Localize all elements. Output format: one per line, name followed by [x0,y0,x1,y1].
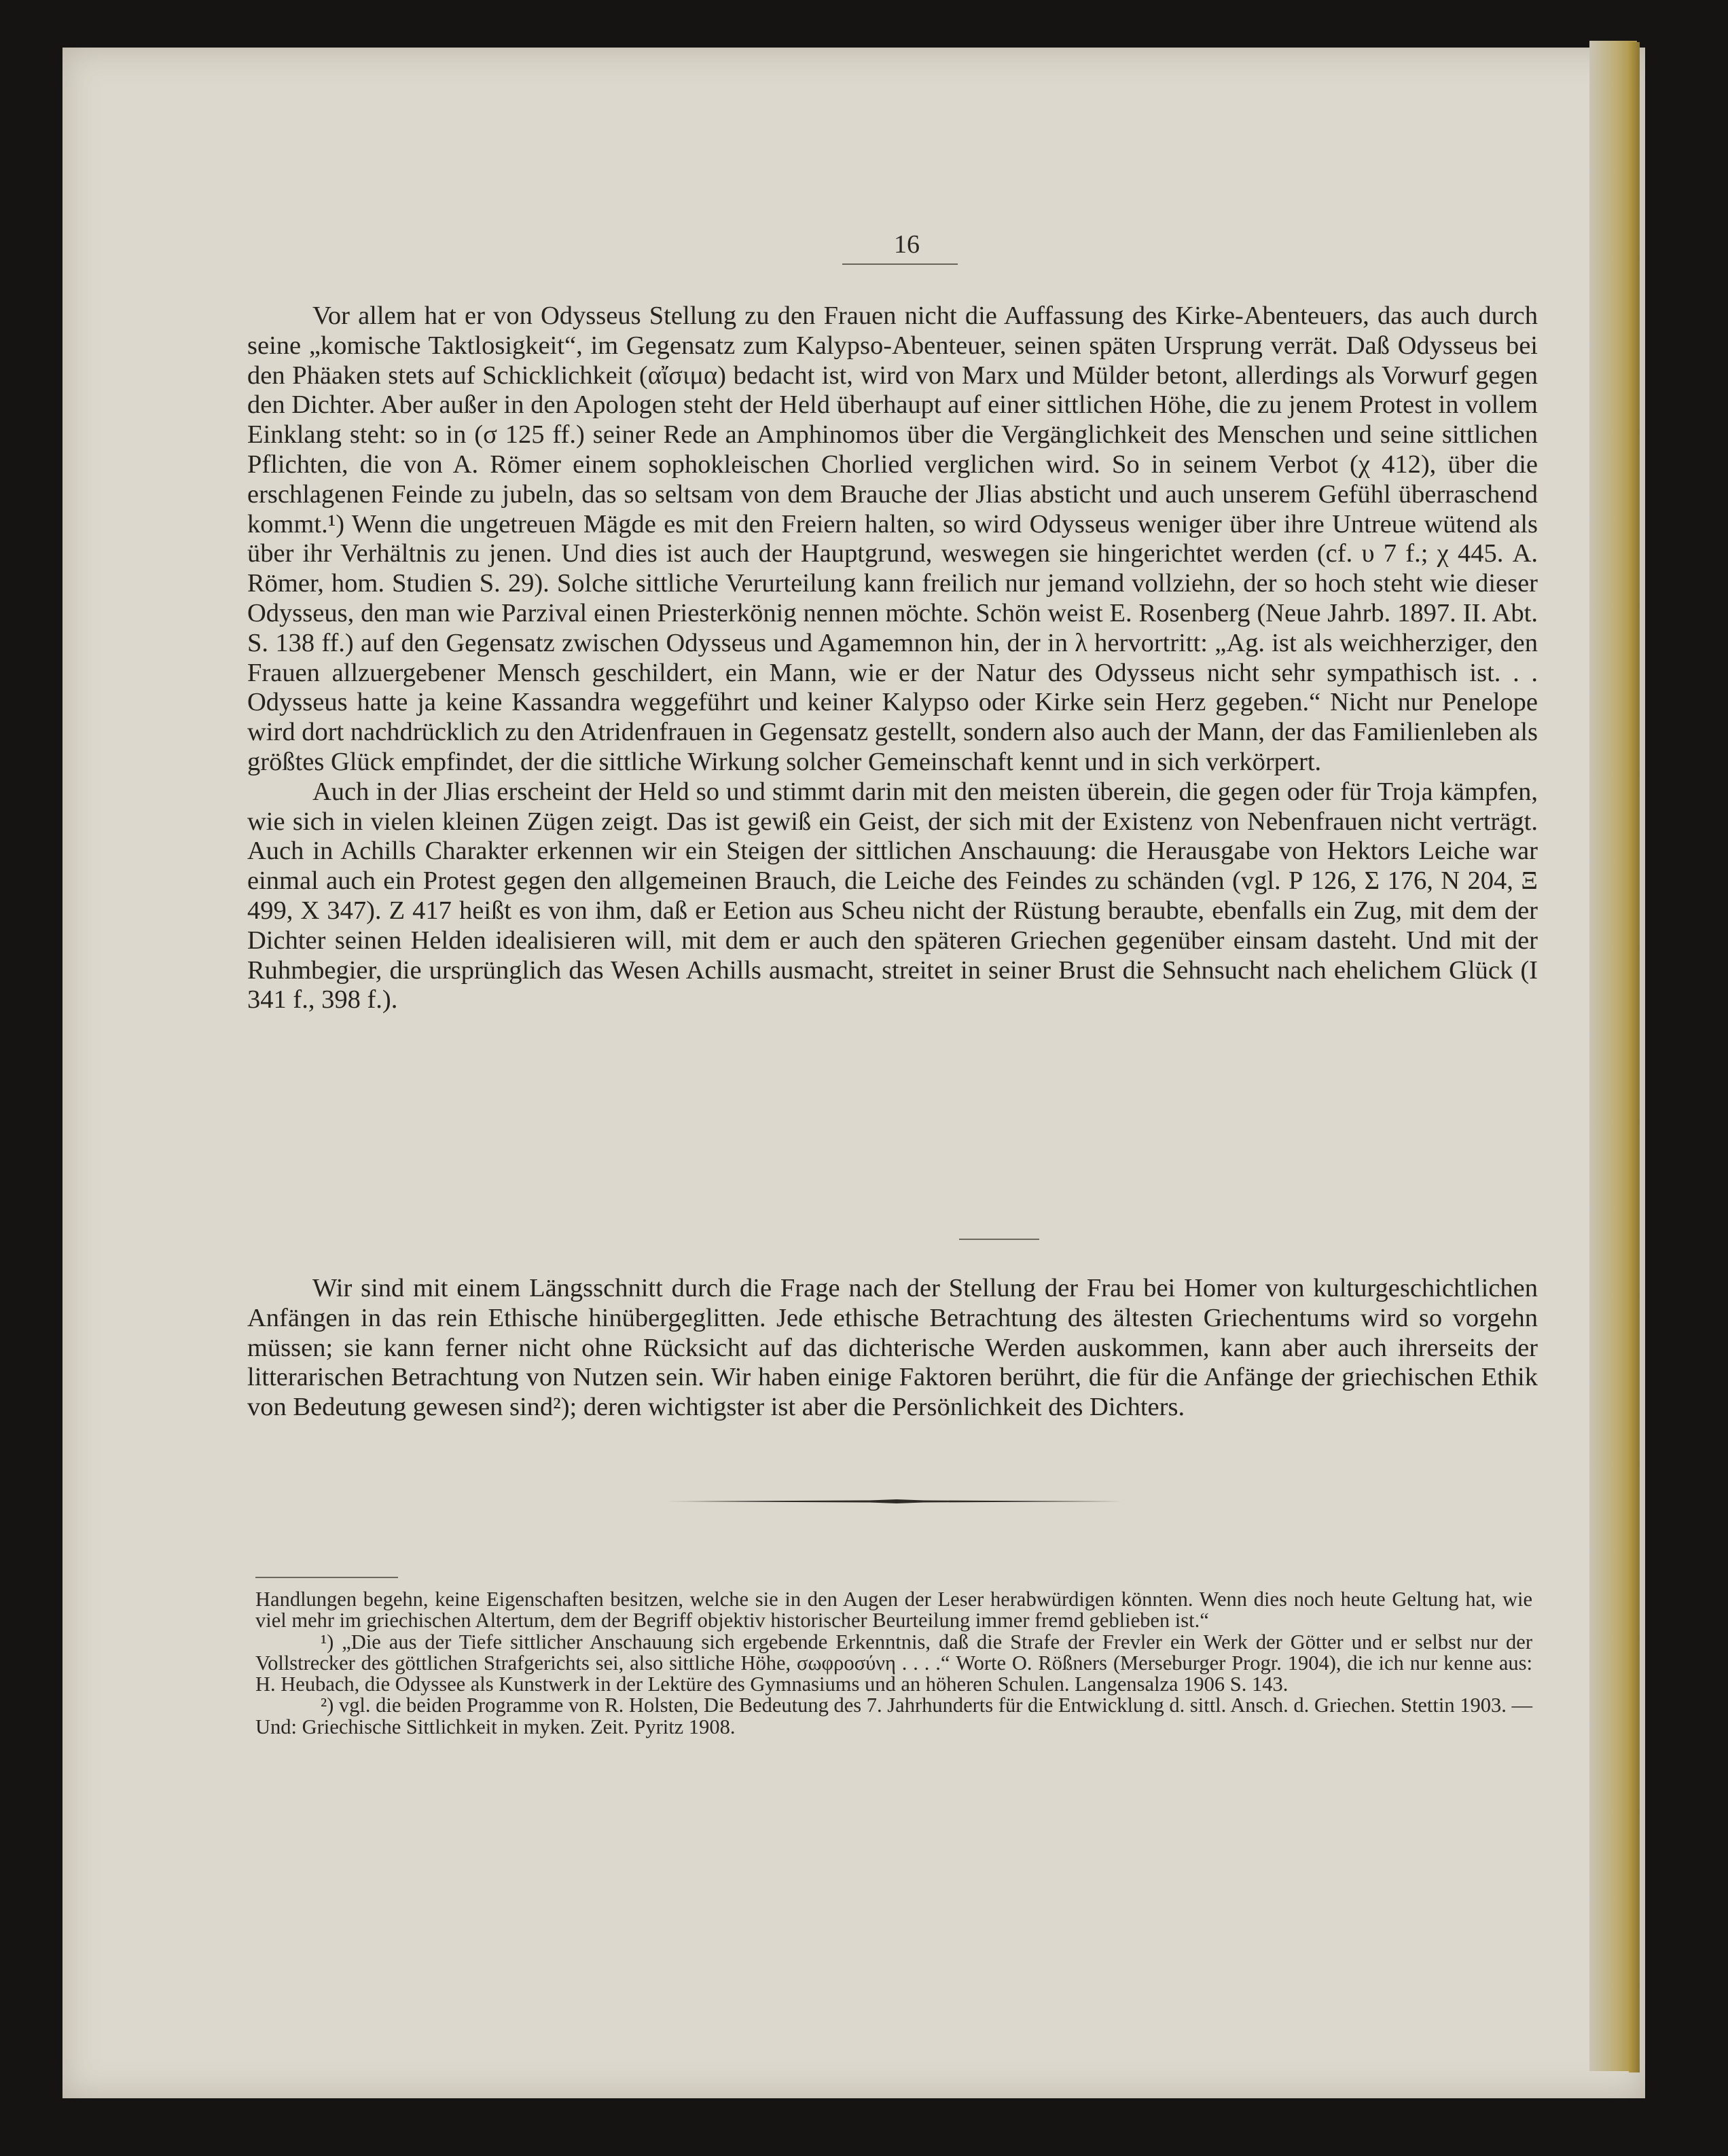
footnotes [255,1589,1532,1738]
section-divider [959,1239,1039,1240]
page-number: 16 [894,230,920,259]
footnote-1: ¹) „Die aus der Tiefe sittlicher Anschauung sich ergebende Erkenntnis, daß die Strafe der Frevler ein Werk der Götter und er selbst nur der Vollstrecker des göttlichen Strafgerichts sei, also sittliche Höhe, σωφροσύνη . . . .“ Worte O. Rößners (Merseburger Progr. 1904), die ich nur kenne aus: H. Heubach, die Odyssee als Kunstwerk in der Lektüre des Gymnasiums und an höheren Schulen. Langensalza 1906 S. 143. [255,1630,1532,1696]
closing-text [247,1274,1538,1423]
main-text [247,302,1538,1015]
binding-edge [1629,42,1640,2072]
paragraph-1: Vor allem hat er von Odysseus Stellung zu den Frauen nicht die Auffassung des Kirke-Abenteuers, das auch durch seine „komische Taktlosigkeit“, im Gegensatz zum Kalypso-Abenteuer, seinen späten Ursprung verrät. Daß Odysseus bei den Phäaken stets auf Schicklichkeit (αἴσιμα) bedacht ist, wird von Marx und Mülder betont, allerdings als Vorwurf gegen den Dichter. Aber außer in den Apologen steht der Held überhaupt auf einer sittlichen Höhe, die zu jenem Protest in vollem Einklang steht: so in (σ 125 ff.) seiner Rede an Amphinomos über die Vergänglichkeit des Menschen und seine sittlichen Pflichten, die von A. Römer einem sophokleischen Chorlied verglichen wird. So in seinem Verbot (χ 412), über die erschlagenen Feinde zu jubeln, das so seltsam von dem Brauche der Jlias absticht und auch unserem Gefühl überraschend kommt.¹) Wenn die ungetreuen Mägde es mit den Freiern halten, so wird Odysseus weniger über ihre Untreue wütend als über ihr Verhältnis zu jenen. Und dies ist auch der Hauptgrund, weswegen sie hingerichtet werden (cf. υ 7 f.; χ 445. A. Römer, hom. Studien S. 29). Solche sittliche Verurteilung kann freilich nur jemand vollziehn, der so hoch steht wie dieser Odysseus, den man wie Parzival einen Priesterkönig nennen möchte. Schön weist E. Rosenberg (Neue Jahrb. 1897. II. Abt. S. 138 ff.) auf den Gegensatz zwischen Odysseus und Agamemnon hin, der in λ hervortritt: „Ag. ist als weichherziger, den Frauen allzuergebener Mensch geschildert, ein Mann, wie er der Natur des Odysseus nicht sehr sympathisch ist. . . Odysseus hatte ja keine Kassandra weggeführt und keiner Kalypso oder Kirke sein Herz gegeben.“ Nicht nur Penelope wird dort nachdrücklich zu den Atridenfrauen in Gegensatz gestellt, sondern also auch der Mann, der das Familienleben als größtes Glück empfindet, der die sittliche Wirkung solcher Gemeinschaft kennt und in sich verkörpert. [247,302,1538,776]
footnote-rule [255,1577,398,1578]
paragraph-2: Auch in der Jlias erscheint der Held so und stimmt darin mit den meisten überein, die gegen oder für Troja kämpfen, wie sich in vielen kleinen Zügen zeigt. Das ist gewiß ein Geist, der sich mit der Existenz von Nebenfrauen nicht verträgt. Auch in Achills Charakter erkennen wir ein Steigen der sittlichen Anschauung: die Herausgabe von Hektors Leiche war einmal auch ein Protest gegen den allgemeinen Brauch, die Leiche des Feindes zu schänden (vgl. Ρ 126, Σ 176, Ν 204, Ξ 499, Χ 347). Ζ 417 heißt es von ihm, daß er Eetion aus Scheu nicht der Rüstung beraubte, ebenfalls ein Zug, mit dem der Dichter seinen Helden idealisieren will, mit dem er auch den späteren Griechen gegenüber einsam dasteht. Und mit der Ruhmbegier, die ursprünglich das Wesen Achills ausmacht, streitet in seiner Brust die Sehnsucht nach ehelichem Glück (Ι 341 f., 398 f.). [247,777,1538,1015]
footnote-continuation: Handlungen begehn, keine Eigenschaften besitzen, welche sie in den Augen der Leser herabwürdigen könnten. Wenn dies noch heute Geltung hat, wie viel mehr im griechischen Altertum, dem der Begriff objektiv historischer Beurteilung immer fremd geblieben ist.“ [255,1588,1532,1632]
page-number-rule [842,263,958,265]
paragraph-3: Wir sind mit einem Längsschnitt durch die Frage nach der Stellung der Frau bei Homer von kulturgeschichtlichen Anfängen in das rein Ethische hinübergeglitten. Jede ethische Betrachtung des ältesten Griechentums wird so vorgehn müssen; sie kann ferner nicht ohne Rücksicht auf das dichterische Werden auskommen, kann aber auch ihrerseits der litterarischen Betrachtung von Nutzen sein. Wir haben einige Faktoren berührt, die für die Anfänge der griechischen Ethik von Bedeutung gewesen sind²); deren wichtigster ist aber die Persönlichkeit des Dichters. [247,1274,1538,1422]
footnote-2: ²) vgl. die beiden Programme von R. Holsten, Die Bedeutung des 7. Jahrhunderts für die Entwicklung d. sittl. Ansch. d. Griechen. Stettin 1903. — Und: Griechische Sittlichkeit in myken. Zeit. Pyritz 1908. [255,1694,1532,1738]
end-ornament-rule [666,1499,1128,1503]
